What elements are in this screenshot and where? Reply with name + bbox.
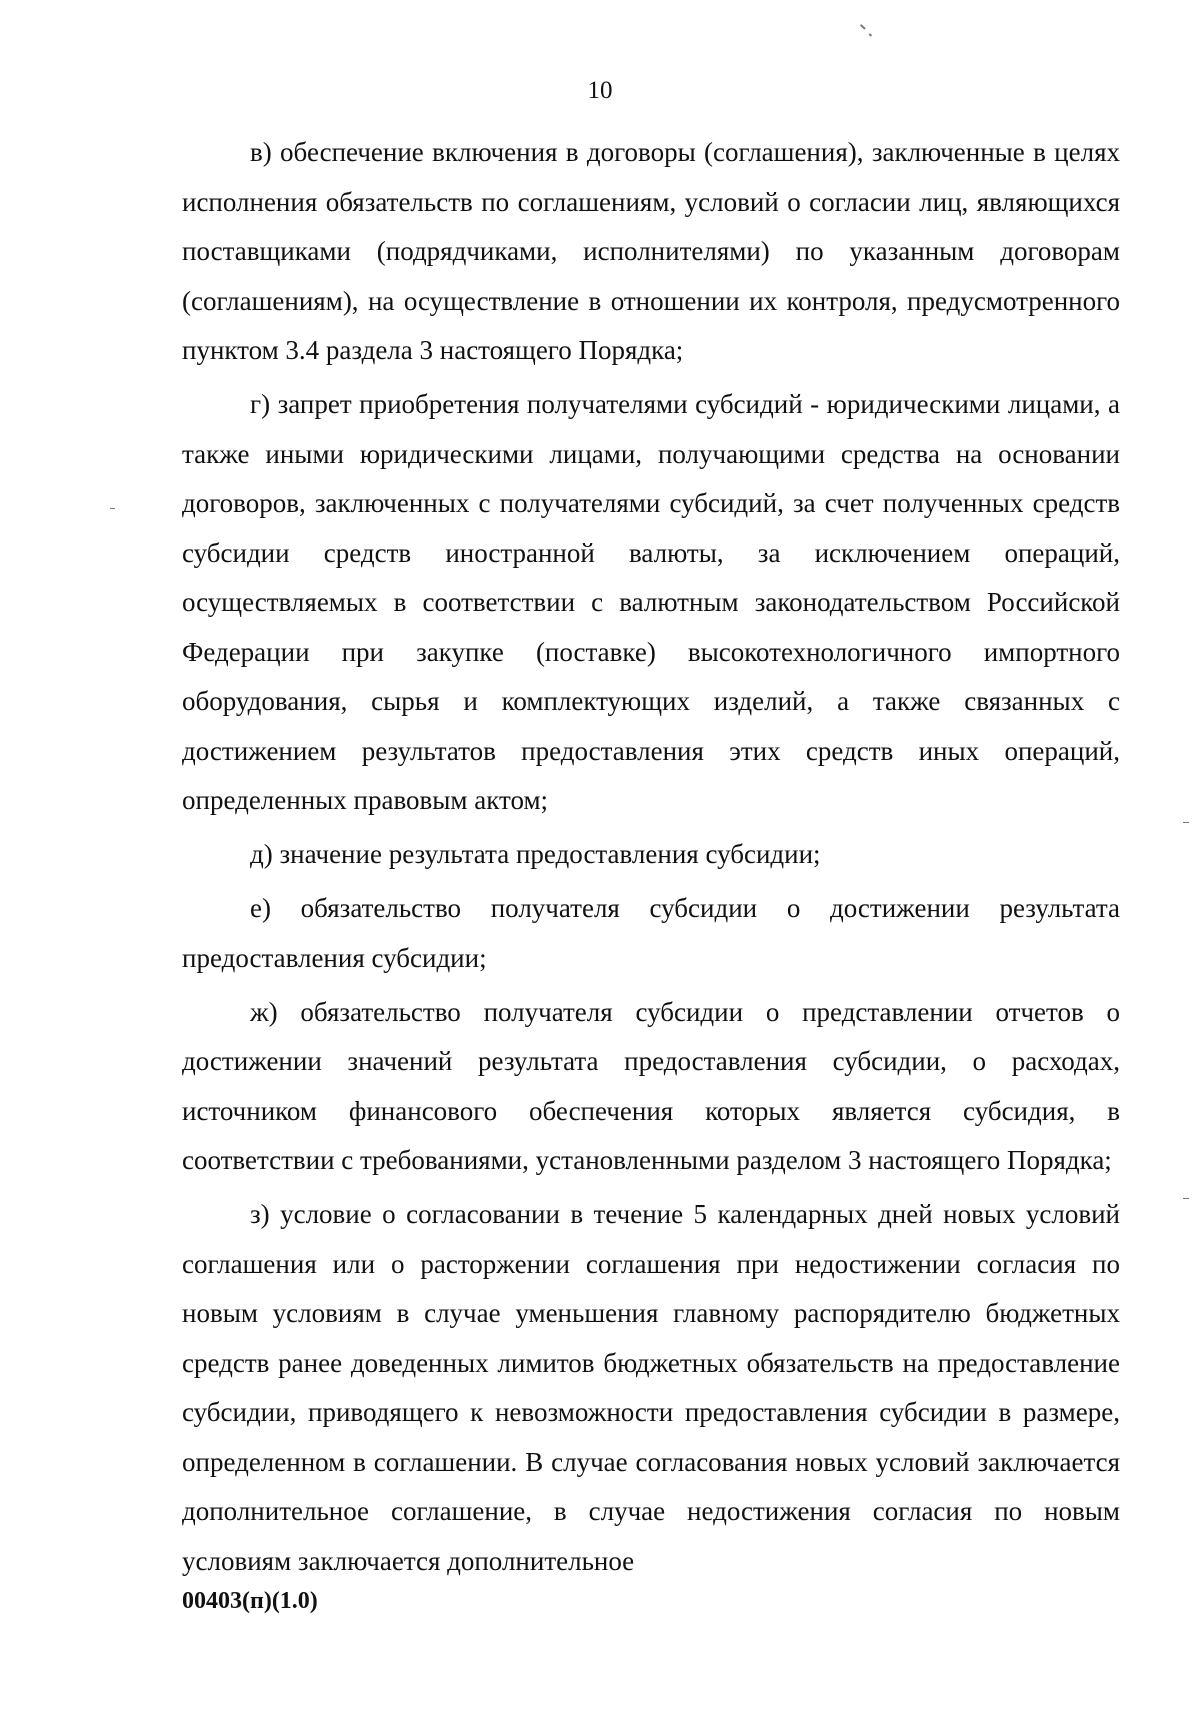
paragraph-g: г) запрет приобретения получателями субсидий - юридическими лицами, а также иными юридическими лицами, получающими средства на основании договоров, заключенных с получателями субсидий, за счет полученных средств субсидии средств иностранной валюты, за исключением операций, осуществляемых в соответствии с валютным законодательством Российской Федерации при закупке (поставке) высокотехнологичного импортного оборудования, сырья и комплектующих изделий, а также связанных с достижением результатов предоставления этих средств иных операций, определенных правовым актом; [182,389,1120,815]
page-number: 10 [587,77,613,104]
scan-artifact [869,33,872,36]
paragraph-d: д) значение результата предоставления субсидии; [250,839,821,869]
scan-artifact [860,24,865,29]
paragraph-e: е) обязательство получателя субсидии о достижении результата предоставления субсидии; [182,893,1120,973]
scan-artifact [1183,822,1189,823]
paragraph-v: в) обеспечение включения в договоры (соглашения), заключенные в целях исполнения обязательств по соглашениям, условий о согласии лиц, являющихся поставщиками (подрядчиками, исполнителями) по указанным договорам (соглашениям), на осуществление в отношении их контроля, предусмотренного пунктом 3.4 раздела 3 настоящего Порядка; [182,137,1120,365]
document-body [182,128,1120,1591]
paragraph-zh: ж) обязательство получателя субсидии о представлении отчетов о достижении значений результата предоставления субсидии, о расходах, источником финансового обеспечения которых является субсидия, в соответствии с требованиями, установленными разделом 3 настоящего Порядка; [182,996,1120,1175]
scan-artifact [1183,1198,1189,1199]
document-code: 00403(п)(1.0) [182,1588,318,1614]
paragraph-z: з) условие о согласовании в течение 5 календарных дней новых условий соглашения или о расторжении соглашения при недостижении согласия по новым условиям в случае уменьшения главному распорядителю бюджетных средств ранее доведенных лимитов бюджетных обязательств на предоставление субсидии, приводящего к невозможности предоставления субсидии в размере, определенном в соглашении. В случае согласования новых условий заключается дополнительное соглашение, в случае недостижения согласия по новым условиям заключается дополнительное [182,1199,1120,1576]
scan-artifact [110,508,115,509]
